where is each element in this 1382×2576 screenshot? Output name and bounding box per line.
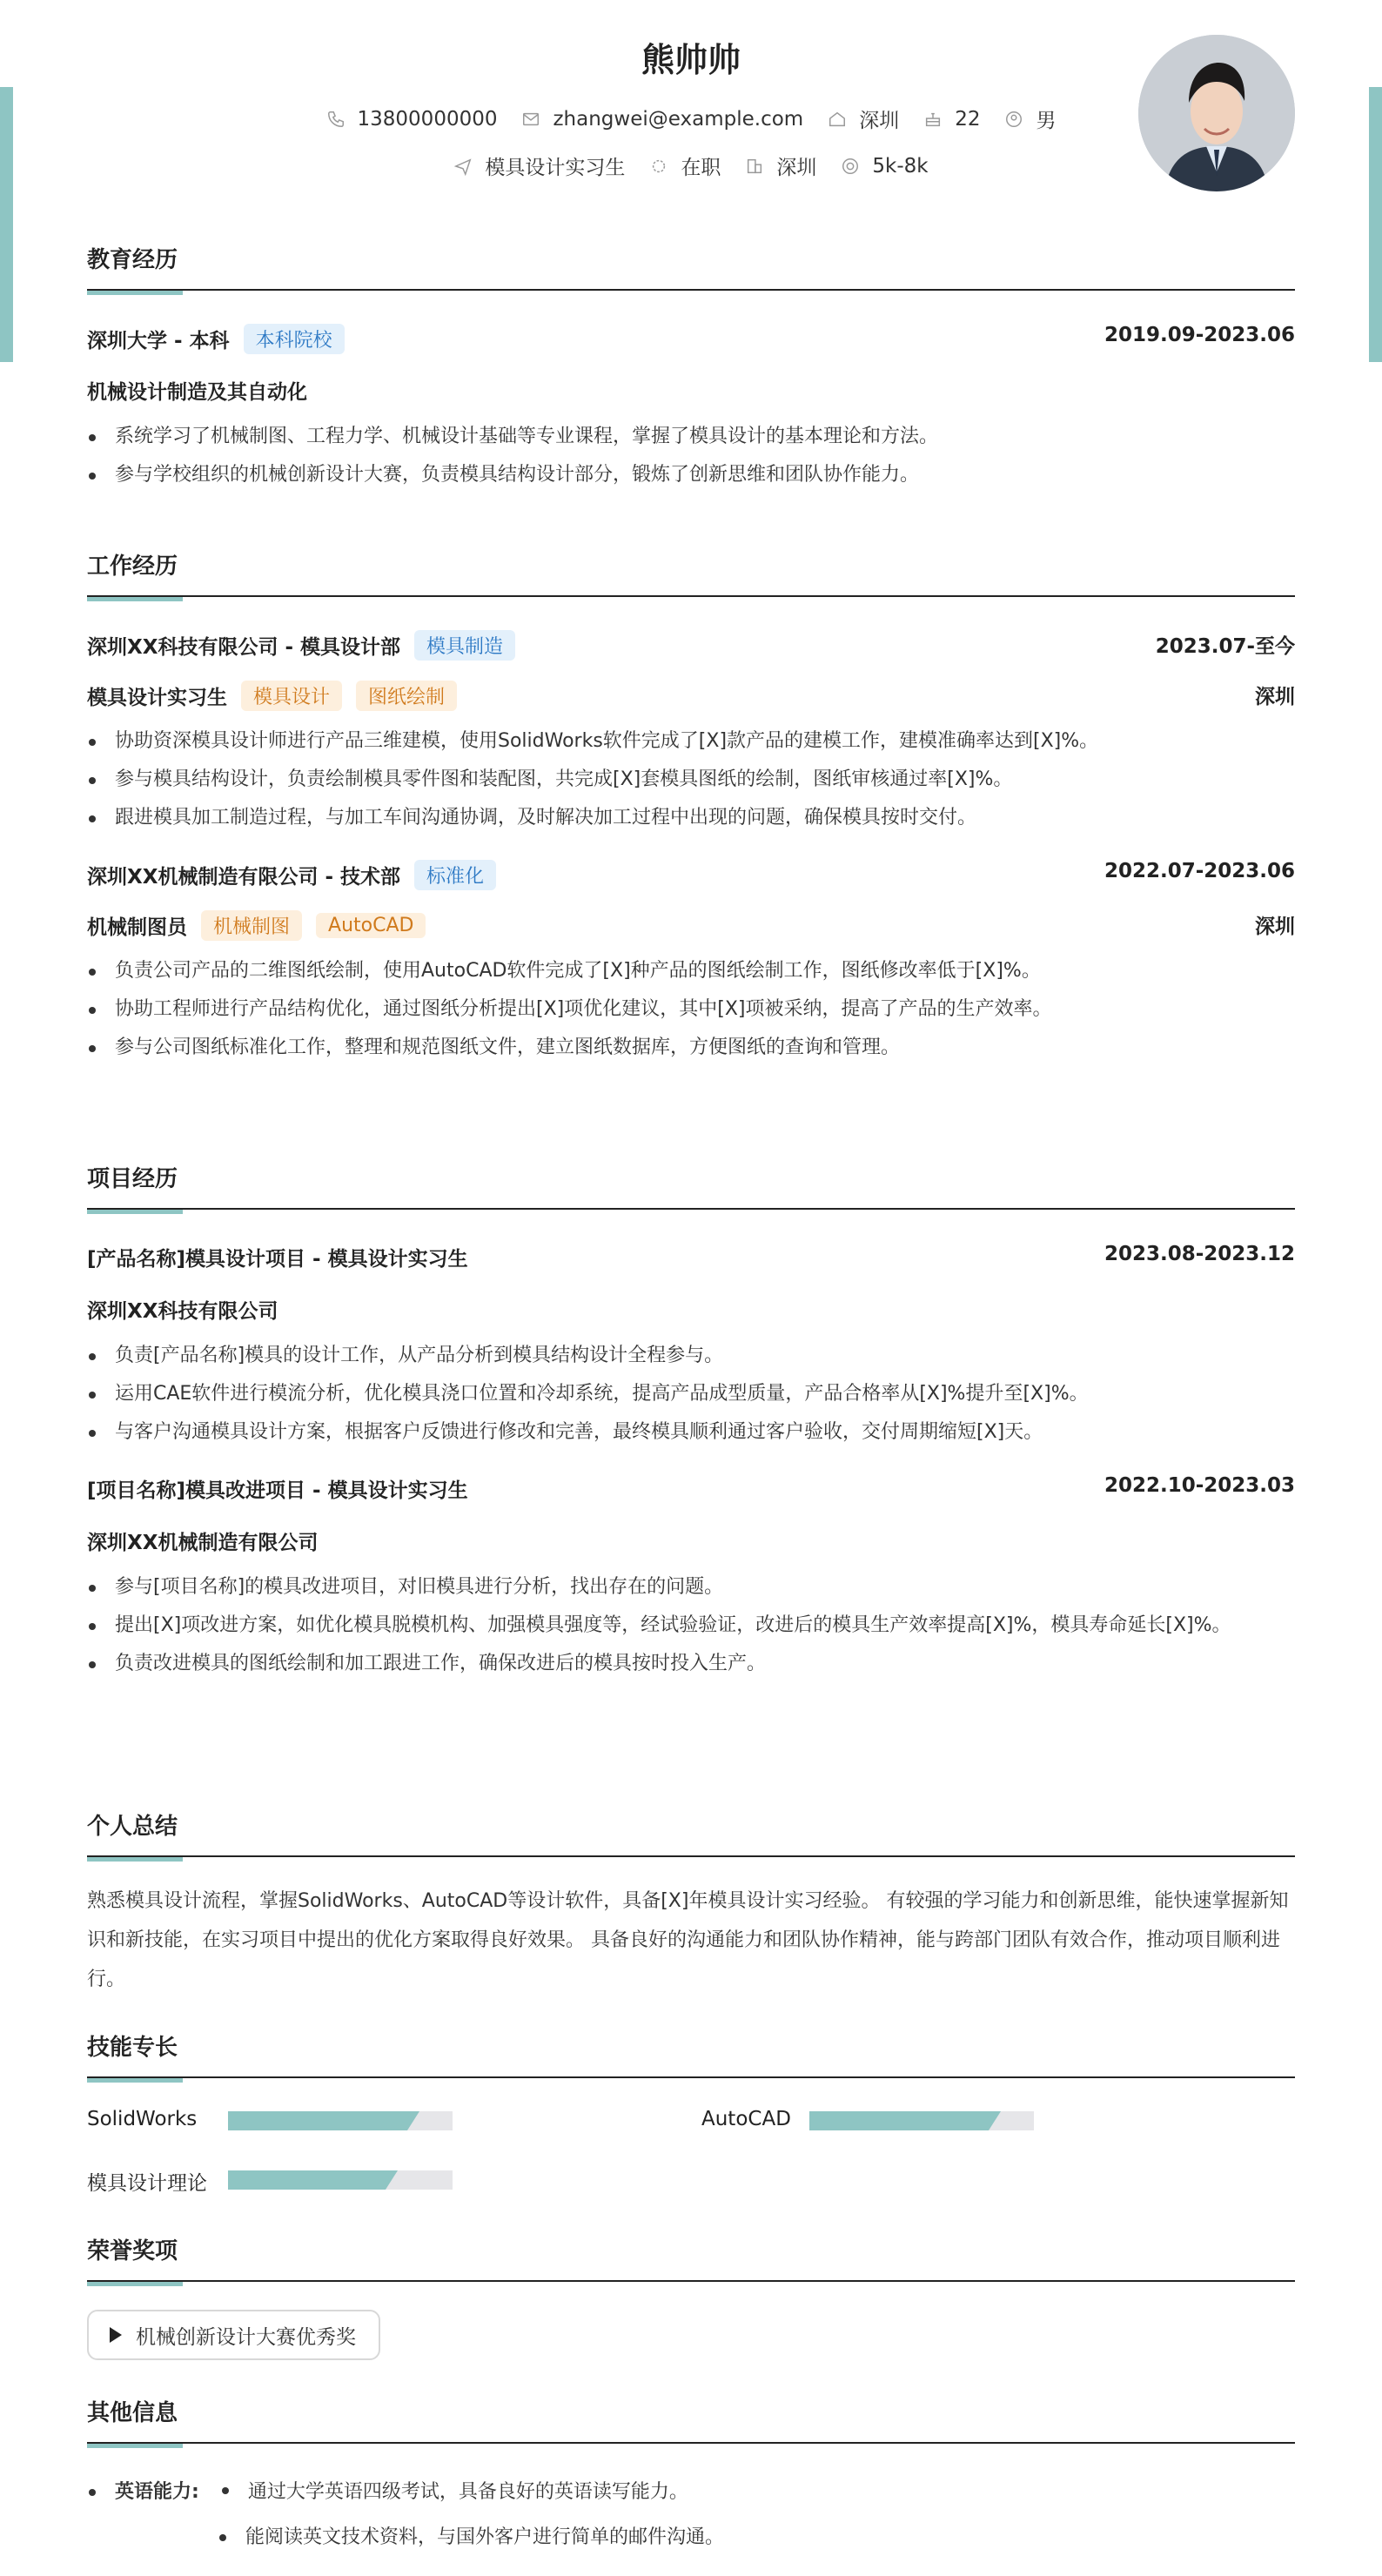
project-date: 2023.08-2023.12 [1104, 1243, 1295, 1265]
awards-title: 荣誉奖项 [87, 2238, 178, 2264]
skill-name: AutoCAD [701, 2108, 791, 2130]
city-text: 深圳 [859, 110, 900, 132]
skills-list [87, 2078, 1295, 2200]
city-info [828, 104, 899, 133]
list-item: 系统学习了机械制图、工程力学、机械设计基础等专业课程，掌握了模具设计的基本理论和方法。 [87, 418, 1295, 456]
cake-icon [923, 110, 943, 129]
list-item: 负责[产品名称]模具的设计工作，从产品分析到模具结构设计全程参与。 [87, 1337, 1295, 1375]
project-entry-2 [87, 1474, 1295, 1500]
education-section [87, 242, 1295, 494]
skill-bar [228, 2170, 453, 2190]
resume-header [87, 0, 1295, 209]
list-item [87, 2470, 1295, 2515]
education-date: 2019.09-2023.06 [1104, 324, 1295, 346]
list-item: 协助工程师进行产品结构优化，通过图纸分析提出[X]项优化建议，其中[X]项被采纳，提高了产品的生产效率。 [87, 990, 1295, 1029]
email-text: zhangwei@example.com [553, 107, 804, 131]
projects-title: 项目经历 [87, 1166, 178, 1192]
project-bullets-1 [87, 1337, 1295, 1452]
target-city-text: 深圳 [776, 157, 817, 179]
salary-info [841, 155, 928, 178]
role-name: 模具设计实习生 [87, 687, 227, 709]
education-bullets [87, 418, 1295, 494]
coin-icon [841, 157, 860, 176]
age-text: 22 [955, 107, 981, 131]
job-intent-row [87, 151, 1295, 180]
gender-text: 男 [1036, 110, 1057, 132]
company-tag: 标准化 [414, 860, 496, 890]
list-item: 与客户沟通模具设计方案，根据客户反馈进行修改和完善，最终模具顺利通过客户验收，交付周期缩短[X]天。 [87, 1413, 1295, 1452]
mail-icon [521, 110, 540, 129]
section-accent [87, 2282, 183, 2286]
work-date: 2023.07-至今 [1155, 635, 1295, 658]
work-role-row-2 [87, 910, 1295, 939]
list-item: 运用CAE软件进行模流分析，优化模具浇口位置和冷却系统，提高产品成型质量，产品合格率从[X]%提升至[X]%。 [87, 1375, 1295, 1413]
company-name: 深圳XX科技有限公司 - 模具设计部 [87, 636, 401, 659]
building-icon [745, 157, 764, 176]
education-header [87, 242, 1295, 291]
avatar [1138, 35, 1295, 191]
role-tag: 模具设计 [241, 681, 342, 711]
work-location: 深圳 [1255, 916, 1295, 938]
section-accent [87, 597, 183, 601]
work-date: 2022.07-2023.06 [1104, 860, 1295, 882]
user-icon [1004, 110, 1023, 129]
other-section [87, 2395, 1295, 2560]
list-item [87, 2515, 1295, 2560]
list-item: 负责公司产品的二维图纸绘制，使用AutoCAD软件完成了[X]种产品的图纸绘制工作，图纸修改率低于[X]%。 [87, 952, 1295, 990]
summary-text: 熟悉模具设计流程，掌握SolidWorks、AutoCAD等设计软件，具备[X]年模具设计实习经验。 有较强的学习能力和创新思维，能快速掌握新知识和新技能，在实习项目中提出的优化方案取得良好效果。 具备良好的沟通能力和团队协作精神，能与跨部门团队有效合作，推动项目顺利进行。 [87, 1890, 1289, 1990]
role-tag: 图纸绘制 [356, 681, 457, 711]
project-title: [项目名称]模具改进项目 - 模具设计实习生 [87, 1479, 468, 1502]
role-tag: 机械制图 [201, 910, 302, 941]
skill-name: 模具设计理论 [87, 2172, 207, 2195]
list-item: 参与[项目名称]的模具改进项目，对旧模具进行分析，找出存在的问题。 [87, 1568, 1295, 1607]
summary-title: 个人总结 [87, 1814, 178, 1840]
list-item: 参与模具结构设计，负责绘制模具零件图和装配图，共完成[X]套模具图纸的绘制，图纸审核通过率[X]%。 [87, 761, 1295, 799]
award-item[interactable] [87, 2310, 380, 2360]
email-info [521, 108, 803, 131]
major-row [87, 376, 1295, 402]
skill-bar [809, 2111, 1034, 2130]
summary-section [87, 1808, 1295, 1999]
right-accent-bar [1369, 87, 1382, 362]
skills-header [87, 2029, 1295, 2078]
target-job-info [453, 151, 625, 180]
contact-row [87, 104, 1295, 133]
work-bullets-1 [87, 722, 1295, 837]
phone-text: 13800000000 [357, 107, 498, 131]
list-item: 参与学校组织的机械创新设计大赛，负责模具结构设计部分，锻炼了创新思维和团队协作能力。 [87, 456, 1295, 494]
summary-header [87, 1808, 1295, 1857]
english-item: 通过大学英语四级考试，具备良好的英语读写能力。 [247, 2481, 688, 2503]
status-text: 在职 [681, 157, 721, 179]
work-role-row-1 [87, 681, 1295, 707]
work-section [87, 548, 1295, 1067]
school-tag: 本科院校 [244, 324, 345, 354]
project-entry-1 [87, 1243, 1295, 1269]
work-title: 工作经历 [87, 553, 178, 580]
awards-section [87, 2233, 1295, 2388]
play-icon [110, 2327, 122, 2343]
list-item: 跟进模具加工制造过程，与加工车间沟通协调，及时解决加工过程中出现的问题，确保模具按时交付。 [87, 799, 1295, 837]
resume-page [87, 0, 1295, 2548]
work-header [87, 548, 1295, 597]
education-title: 教育经历 [87, 247, 178, 273]
skill-name: SolidWorks [87, 2108, 198, 2130]
project-company-row-2 [87, 1526, 1295, 1553]
project-date: 2022.10-2023.03 [1104, 1474, 1295, 1497]
candidate-name: 熊帅帅 [641, 41, 741, 79]
projects-header [87, 1161, 1295, 1210]
skill-bar-fill [228, 2170, 386, 2190]
english-item: 能阅读英文技术资料，与国外客户进行简单的邮件沟通。 [245, 2526, 725, 2548]
major-name: 机械设计制造及其自动化 [87, 381, 307, 404]
left-accent-bar [0, 87, 13, 362]
project-company-row-1 [87, 1295, 1295, 1321]
other-title: 其他信息 [87, 2400, 178, 2426]
section-accent [87, 2444, 183, 2448]
project-company: 深圳XX机械制造有限公司 [87, 1532, 319, 1554]
english-label: 英语能力: [115, 2481, 199, 2503]
skill-bar-fill [809, 2111, 989, 2130]
section-accent [87, 1857, 183, 1862]
target-city-info [745, 151, 816, 180]
other-header [87, 2395, 1295, 2444]
status-info [649, 151, 721, 180]
education-entry [87, 324, 1295, 350]
list-item: 协助资深模具设计师进行产品三维建模，使用SolidWorks软件完成了[X]款产品的建模工作，建模准确率达到[X]%。 [87, 722, 1295, 761]
school-name: 深圳大学 - 本科 [87, 330, 230, 352]
section-accent [87, 1210, 183, 1214]
project-bullets-2 [87, 1568, 1295, 1683]
list-item: 提出[X]项改进方案，如优化模具脱模机构、加强模具强度等，经试验验证，改进后的模具生产效率提高[X]%，模具寿命延长[X]%。 [87, 1607, 1295, 1645]
home-icon [828, 110, 847, 129]
role-name: 机械制图员 [87, 916, 187, 939]
award-name: 机械创新设计大赛优秀奖 [136, 2325, 356, 2349]
company-name: 深圳XX机械制造有限公司 - 技术部 [87, 866, 401, 889]
skills-section [87, 2029, 1295, 2200]
work-location: 深圳 [1255, 686, 1295, 708]
phone-info [326, 108, 498, 131]
salary-text: 5k-8k [872, 154, 929, 178]
work-entry-1 [87, 630, 1295, 659]
other-list [87, 2470, 1295, 2560]
work-entry-2 [87, 860, 1295, 889]
status-icon [649, 157, 668, 176]
phone-icon [326, 110, 346, 129]
section-accent [87, 291, 183, 295]
project-company: 深圳XX科技有限公司 [87, 1300, 278, 1323]
work-bullets-2 [87, 952, 1295, 1067]
project-title: [产品名称]模具设计项目 - 模具设计实习生 [87, 1248, 468, 1271]
skill-bar-fill [228, 2111, 407, 2130]
list-item: 参与公司图纸标准化工作，整理和规范图纸文件，建立图纸数据库，方便图纸的查询和管理。 [87, 1029, 1295, 1067]
projects-section [87, 1161, 1295, 1683]
gender-info [1004, 104, 1056, 133]
skill-bar [228, 2111, 453, 2130]
company-tag: 模具制造 [414, 630, 515, 661]
list-item: 负责改进模具的图纸绘制和加工跟进工作，确保改进后的模具按时投入生产。 [87, 1645, 1295, 1683]
target-job-text: 模具设计实习生 [485, 157, 626, 179]
role-tag: AutoCAD [316, 913, 426, 938]
send-icon [453, 157, 473, 176]
age-info [923, 108, 980, 131]
awards-header [87, 2233, 1295, 2282]
skills-title: 技能专长 [87, 2035, 178, 2061]
